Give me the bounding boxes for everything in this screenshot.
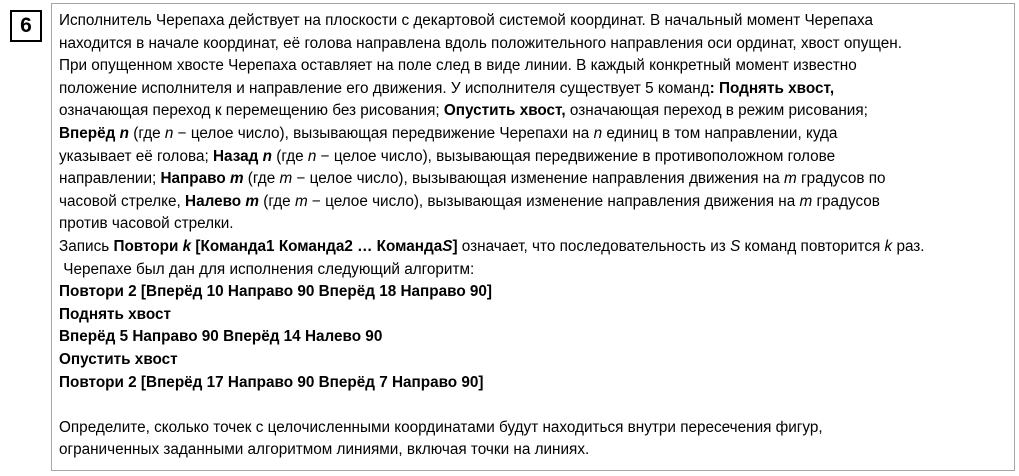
text-segment <box>442 238 452 255</box>
text-segment: (где <box>243 170 280 188</box>
text-line <box>59 304 1014 327</box>
text-segment: k <box>182 237 192 255</box>
text-segment: Налево <box>185 192 246 210</box>
text-segment: Определите, сколько точек с целочисленными координатами будут находиться внутри пересечения фигур, <box>59 418 823 436</box>
text-segment: команд повторится <box>740 237 885 255</box>
text-segment: − целое число), вызывающая изменение направления движения на <box>292 170 785 188</box>
text-segment: n <box>262 147 272 165</box>
text-line <box>59 123 1014 146</box>
text-segment: означающая переход к перемещению без рисования; <box>59 102 444 120</box>
task-number-badge <box>10 10 42 42</box>
text-segment: (где <box>259 192 295 210</box>
text-line <box>59 146 1014 169</box>
text-line <box>59 417 1014 440</box>
text-segment: Повтори <box>113 237 183 255</box>
task-number: 6 <box>20 14 32 37</box>
text-line <box>59 372 1014 395</box>
text-segment: ограниченных заданными алгоритмом линиями, включая точки на линиях. <box>59 441 590 459</box>
text-segment: Опустить хвост, <box>443 102 566 120</box>
text-segment: m <box>294 192 308 210</box>
text-line <box>59 439 1014 462</box>
text-segment: k <box>884 237 893 255</box>
text-segment: S <box>442 237 453 255</box>
text-segment: n <box>593 124 603 142</box>
text-segment <box>263 148 272 165</box>
text-line <box>59 326 1014 349</box>
text-line <box>59 55 1014 78</box>
text-line <box>59 281 1014 304</box>
text-segment: m <box>229 170 244 188</box>
text-segment: Поднять хвост <box>59 305 172 323</box>
text-segment: m <box>799 192 813 210</box>
text-segment: − целое число), вызывающая передвижение в противоположном голове <box>316 147 836 165</box>
text-segment: S <box>730 237 741 255</box>
text-segment: градусов <box>812 192 880 210</box>
text-segment: находится в начале координат, её голова направлена вдоль положительного направления оси ординат, хвост опущен. <box>59 34 902 52</box>
text-segment <box>183 238 192 255</box>
text-line <box>59 213 1014 236</box>
task-text-panel <box>51 3 1015 471</box>
text-segment: означает, что последовательность из <box>457 237 731 255</box>
text-segment: Исполнитель Черепаха действует на плоскости с декартовой системой координат. В начальный момент Черепаха <box>59 12 873 29</box>
text-line <box>59 100 1014 123</box>
text-line <box>59 236 1014 259</box>
text-line <box>59 394 1014 417</box>
text-segment: положение исполнителя и направление его движения. У исполнителя существует 5 команд <box>59 79 710 97</box>
text-segment <box>245 193 259 210</box>
text-segment: m <box>245 192 260 210</box>
text-segment: (где <box>271 147 308 165</box>
text-segment: При опущенном хвосте Черепаха оставляет на поле след в виде линии. В каждый конкретный момент известно <box>59 57 857 75</box>
text-segment: Повтори 2 [Вперёд 10 Направо 90 Вперёд 18 Направо 90] <box>59 283 493 301</box>
text-line <box>59 33 1014 56</box>
text-segment: указывает её голова; <box>59 147 213 165</box>
text-line <box>59 191 1014 214</box>
text-segment: означающая переход в режим рисования; <box>565 102 868 120</box>
text-segment: [Команда1 Команда2 … Команда <box>191 237 443 255</box>
text-segment: Вперёд <box>59 124 120 142</box>
text-segment: Назад <box>213 147 263 165</box>
text-segment: Черепахе был дан для исполнения следующий алгоритм: <box>59 260 475 278</box>
text-segment <box>230 170 244 187</box>
text-line <box>59 78 1014 101</box>
text-segment: градусов по <box>796 170 886 188</box>
text-segment: n <box>119 124 129 142</box>
text-segment: единиц в том направлении, куда <box>602 124 838 142</box>
text-segment: : Поднять хвост, <box>709 79 835 97</box>
text-segment: Запись <box>59 237 114 255</box>
text-segment: n <box>307 147 317 165</box>
text-line <box>59 349 1014 372</box>
text-segment: (где <box>128 124 165 142</box>
text-segment: Вперёд 5 Направо 90 Вперёд 14 Налево 90 <box>59 328 383 346</box>
text-line <box>59 259 1014 282</box>
text-segment: направлении; <box>59 170 161 188</box>
text-segment: − целое число), вызывающая передвижение Черепахи на <box>173 124 594 142</box>
text-segment: часовой стрелке, <box>59 192 186 210</box>
text-segment: m <box>784 170 797 188</box>
text-segment: раз. <box>892 237 925 255</box>
text-segment: ] <box>452 237 458 255</box>
text-segment: Опустить хвост <box>59 350 178 368</box>
text-line <box>59 10 1014 33</box>
text-line <box>59 168 1014 191</box>
text-segment: Направо <box>160 170 230 188</box>
text-segment: n <box>164 124 174 142</box>
text-segment: против часовой стрелки. <box>59 215 234 233</box>
text-segment: m <box>279 170 293 188</box>
text-segment: Повтори 2 [Вперёд 17 Направо 90 Вперёд 7 Направо 90] <box>59 373 484 391</box>
text-segment <box>120 125 129 142</box>
text-segment: − целое число), вызывающая изменение направления движения на <box>307 192 800 210</box>
